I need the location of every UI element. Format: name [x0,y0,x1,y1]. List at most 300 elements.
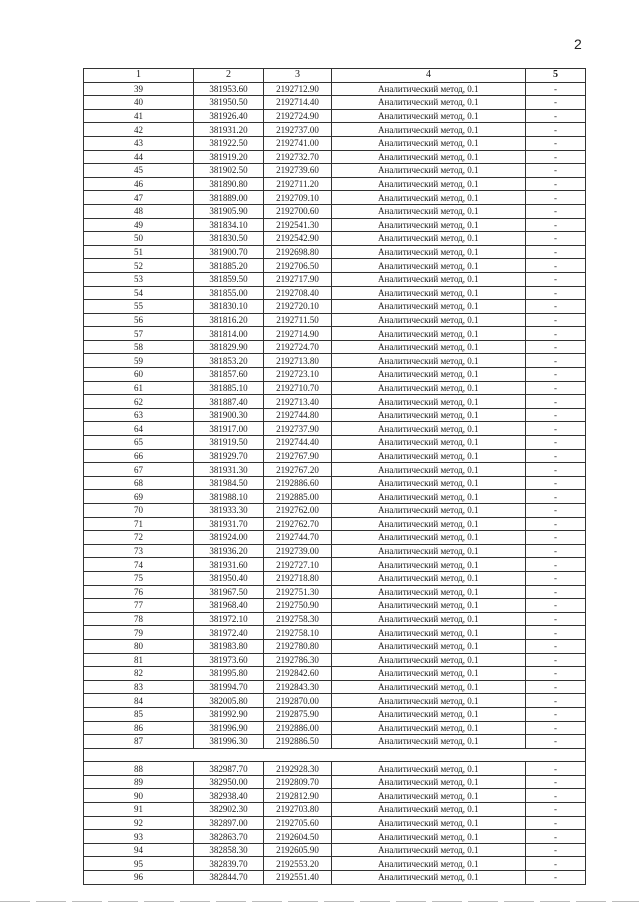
table-row [84,707,586,721]
x-coordinate: 381900.30 [194,408,264,422]
y-coordinate: 2192928.30 [264,762,332,776]
point-number: 73 [84,544,194,558]
y-coordinate: 2192886.50 [264,735,332,749]
method: Аналитический метод, 0.1 [332,830,526,844]
point-number: 93 [84,830,194,844]
table-row [84,871,586,885]
table-row [84,667,586,681]
table-row [84,653,586,667]
x-coordinate: 381922.50 [194,136,264,150]
x-coordinate: 381857.60 [194,368,264,382]
x-coordinate: 381890.80 [194,177,264,191]
point-number: 91 [84,803,194,817]
table-header-row [84,69,586,83]
method: Аналитический метод, 0.1 [332,313,526,327]
table-row [84,735,586,749]
method: Аналитический метод, 0.1 [332,531,526,545]
x-coordinate: 382839.70 [194,857,264,871]
x-coordinate: 381936.20 [194,544,264,558]
y-coordinate: 2192709.10 [264,191,332,205]
x-coordinate: 381931.30 [194,463,264,477]
y-coordinate: 2192712.90 [264,82,332,96]
note: - [526,694,586,708]
y-coordinate: 2192885.00 [264,490,332,504]
point-number: 85 [84,707,194,721]
note: - [526,612,586,626]
point-number: 64 [84,422,194,436]
note: - [526,259,586,273]
point-number: 50 [84,232,194,246]
method: Аналитический метод, 0.1 [332,164,526,178]
y-coordinate: 2192762.00 [264,504,332,518]
point-number: 68 [84,476,194,490]
y-coordinate: 2192705.60 [264,816,332,830]
method: Аналитический метод, 0.1 [332,96,526,110]
point-number: 66 [84,449,194,463]
note: - [526,272,586,286]
note: - [526,571,586,585]
x-coordinate: 381967.50 [194,585,264,599]
method: Аналитический метод, 0.1 [332,191,526,205]
table-row [84,232,586,246]
table-row [84,599,586,613]
table-row [84,490,586,504]
x-coordinate: 381889.00 [194,191,264,205]
method: Аналитический метод, 0.1 [332,517,526,531]
method: Аналитический метод, 0.1 [332,490,526,504]
point-number: 63 [84,408,194,422]
method: Аналитический метод, 0.1 [332,463,526,477]
table-row [84,395,586,409]
note: - [526,544,586,558]
x-coordinate: 381992.90 [194,707,264,721]
table-row [84,327,586,341]
note: - [526,816,586,830]
method: Аналитический метод, 0.1 [332,381,526,395]
method: Аналитический метод, 0.1 [332,721,526,735]
y-coordinate: 2192767.90 [264,449,332,463]
y-coordinate: 2192767.20 [264,463,332,477]
method: Аналитический метод, 0.1 [332,585,526,599]
x-coordinate: 381902.50 [194,164,264,178]
note: - [526,843,586,857]
point-number: 96 [84,871,194,885]
note: - [526,762,586,776]
method: Аналитический метод, 0.1 [332,259,526,273]
point-number: 43 [84,136,194,150]
method: Аналитический метод, 0.1 [332,476,526,490]
note: - [526,381,586,395]
method: Аналитический метод, 0.1 [332,82,526,96]
point-number: 62 [84,395,194,409]
method: Аналитический метод, 0.1 [332,680,526,694]
table-row [84,585,586,599]
y-coordinate: 2192744.70 [264,531,332,545]
x-coordinate: 381996.90 [194,721,264,735]
note: - [526,395,586,409]
note: - [526,300,586,314]
x-coordinate: 382863.70 [194,830,264,844]
point-number: 79 [84,626,194,640]
table-row [84,381,586,395]
y-coordinate: 2192758.10 [264,626,332,640]
coordinates-table [83,68,586,885]
x-coordinate: 381929.70 [194,449,264,463]
table-row [84,558,586,572]
table-row [84,313,586,327]
point-number: 82 [84,667,194,681]
note: - [526,830,586,844]
method: Аналитический метод, 0.1 [332,150,526,164]
note: - [526,368,586,382]
method: Аналитический метод, 0.1 [332,354,526,368]
y-coordinate: 2192737.90 [264,422,332,436]
method: Аналитический метод, 0.1 [332,232,526,246]
point-number: 61 [84,381,194,395]
y-coordinate: 2192723.10 [264,368,332,382]
y-coordinate: 2192870.00 [264,694,332,708]
point-number: 42 [84,123,194,137]
table-row [84,177,586,191]
y-coordinate: 2192875.90 [264,707,332,721]
header-col-5: 5 [526,69,586,83]
note: - [526,789,586,803]
note: - [526,327,586,341]
y-coordinate: 2192714.40 [264,96,332,110]
method: Аналитический метод, 0.1 [332,436,526,450]
x-coordinate: 381814.00 [194,327,264,341]
y-coordinate: 2192886.60 [264,476,332,490]
table-row [84,408,586,422]
x-coordinate: 381887.40 [194,395,264,409]
table-row [84,340,586,354]
table-row [84,82,586,96]
method: Аналитический метод, 0.1 [332,340,526,354]
x-coordinate: 381859.50 [194,272,264,286]
method: Аналитический метод, 0.1 [332,177,526,191]
x-coordinate: 381931.60 [194,558,264,572]
x-coordinate: 381905.90 [194,204,264,218]
note: - [526,123,586,137]
table-row [84,191,586,205]
method: Аналитический метод, 0.1 [332,816,526,830]
table-row [84,762,586,776]
note: - [526,721,586,735]
x-coordinate: 382938.40 [194,789,264,803]
table-row [84,803,586,817]
point-number: 81 [84,653,194,667]
note: - [526,449,586,463]
method: Аналитический метод, 0.1 [332,286,526,300]
x-coordinate: 381834.10 [194,218,264,232]
note: - [526,286,586,300]
point-number: 75 [84,571,194,585]
point-number: 41 [84,109,194,123]
note: - [526,680,586,694]
point-number: 44 [84,150,194,164]
x-coordinate: 381816.20 [194,313,264,327]
table-row [84,843,586,857]
method: Аналитический метод, 0.1 [332,694,526,708]
x-coordinate: 381984.50 [194,476,264,490]
table-row [84,626,586,640]
method: Аналитический метод, 0.1 [332,422,526,436]
point-number: 52 [84,259,194,273]
y-coordinate: 2192605.90 [264,843,332,857]
x-coordinate: 381830.50 [194,232,264,246]
y-coordinate: 2192842.60 [264,667,332,681]
x-coordinate: 381931.20 [194,123,264,137]
table-row [84,504,586,518]
point-number: 83 [84,680,194,694]
y-coordinate: 2192724.70 [264,340,332,354]
table-row [84,436,586,450]
x-coordinate: 382897.00 [194,816,264,830]
point-number: 87 [84,735,194,749]
table-row [84,109,586,123]
x-coordinate: 381973.60 [194,653,264,667]
method: Аналитический метод, 0.1 [332,626,526,640]
method: Аналитический метод, 0.1 [332,368,526,382]
method: Аналитический метод, 0.1 [332,504,526,518]
method: Аналитический метод, 0.1 [332,204,526,218]
point-number: 48 [84,204,194,218]
note: - [526,313,586,327]
method: Аналитический метод, 0.1 [332,408,526,422]
y-coordinate: 2192541.30 [264,218,332,232]
x-coordinate: 382858.30 [194,843,264,857]
point-number: 65 [84,436,194,450]
point-number: 40 [84,96,194,110]
point-number: 39 [84,82,194,96]
x-coordinate: 381983.80 [194,639,264,653]
point-number: 67 [84,463,194,477]
header-col-4: 4 [332,69,526,83]
note: - [526,707,586,721]
y-coordinate: 2192717.90 [264,272,332,286]
method: Аналитический метод, 0.1 [332,762,526,776]
point-number: 77 [84,599,194,613]
header-col-1: 1 [84,69,194,83]
point-number: 88 [84,762,194,776]
y-coordinate: 2192713.40 [264,395,332,409]
point-number: 94 [84,843,194,857]
x-coordinate: 382005.80 [194,694,264,708]
table-row [84,680,586,694]
x-coordinate: 381919.20 [194,150,264,164]
y-coordinate: 2192744.40 [264,436,332,450]
y-coordinate: 2192762.70 [264,517,332,531]
note: - [526,422,586,436]
note: - [526,735,586,749]
x-coordinate: 381972.10 [194,612,264,626]
note: - [526,245,586,259]
method: Аналитический метод, 0.1 [332,803,526,817]
note: - [526,436,586,450]
method: Аналитический метод, 0.1 [332,571,526,585]
method: Аналитический метод, 0.1 [332,327,526,341]
y-coordinate: 2192718.80 [264,571,332,585]
method: Аналитический метод, 0.1 [332,843,526,857]
y-coordinate: 2192732.70 [264,150,332,164]
y-coordinate: 2192812.90 [264,789,332,803]
y-coordinate: 2192744.80 [264,408,332,422]
point-number: 59 [84,354,194,368]
method: Аналитический метод, 0.1 [332,789,526,803]
method: Аналитический метод, 0.1 [332,639,526,653]
method: Аналитический метод, 0.1 [332,395,526,409]
point-number: 60 [84,368,194,382]
table-row [84,857,586,871]
y-coordinate: 2192751.30 [264,585,332,599]
point-number: 86 [84,721,194,735]
note: - [526,191,586,205]
x-coordinate: 381996.30 [194,735,264,749]
table-row [84,272,586,286]
method: Аналитический метод, 0.1 [332,707,526,721]
table-row [84,286,586,300]
y-coordinate: 2192739.60 [264,164,332,178]
page-edge-line [0,901,639,902]
point-number: 90 [84,789,194,803]
note: - [526,504,586,518]
x-coordinate: 381953.60 [194,82,264,96]
x-coordinate: 381885.20 [194,259,264,273]
x-coordinate: 381900.70 [194,245,264,259]
table-row [84,775,586,789]
method: Аналитический метод, 0.1 [332,599,526,613]
note: - [526,531,586,545]
x-coordinate: 381931.70 [194,517,264,531]
x-coordinate: 381829.90 [194,340,264,354]
note: - [526,136,586,150]
table-row [84,422,586,436]
note: - [526,109,586,123]
table-row [84,639,586,653]
point-number: 76 [84,585,194,599]
table-row [84,694,586,708]
point-number: 95 [84,857,194,871]
page-number: 2 [574,36,582,52]
y-coordinate: 2192698.80 [264,245,332,259]
note: - [526,463,586,477]
method: Аналитический метод, 0.1 [332,300,526,314]
y-coordinate: 2192711.50 [264,313,332,327]
table-row [84,136,586,150]
note: - [526,476,586,490]
table-row [84,300,586,314]
note: - [526,164,586,178]
point-number: 92 [84,816,194,830]
x-coordinate: 381924.00 [194,531,264,545]
point-number: 69 [84,490,194,504]
note: - [526,871,586,885]
table-row [84,354,586,368]
method: Аналитический метод, 0.1 [332,449,526,463]
x-coordinate: 381995.80 [194,667,264,681]
note: - [526,354,586,368]
note: - [526,585,586,599]
point-number: 53 [84,272,194,286]
note: - [526,408,586,422]
method: Аналитический метод, 0.1 [332,653,526,667]
table-row [84,816,586,830]
method: Аналитический метод, 0.1 [332,136,526,150]
method: Аналитический метод, 0.1 [332,558,526,572]
y-coordinate: 2192758.30 [264,612,332,626]
table-row [84,96,586,110]
point-number: 72 [84,531,194,545]
y-coordinate: 2192710.70 [264,381,332,395]
method: Аналитический метод, 0.1 [332,218,526,232]
y-coordinate: 2192708.40 [264,286,332,300]
y-coordinate: 2192553.20 [264,857,332,871]
note: - [526,558,586,572]
note: - [526,177,586,191]
table-row [84,531,586,545]
x-coordinate: 381972.40 [194,626,264,640]
x-coordinate: 381855.00 [194,286,264,300]
y-coordinate: 2192703.80 [264,803,332,817]
x-coordinate: 381917.00 [194,422,264,436]
table-row [84,463,586,477]
x-coordinate: 381994.70 [194,680,264,694]
y-coordinate: 2192741.00 [264,136,332,150]
table-row [84,789,586,803]
y-coordinate: 2192551.40 [264,871,332,885]
method: Аналитический метод, 0.1 [332,871,526,885]
x-coordinate: 381950.50 [194,96,264,110]
note: - [526,599,586,613]
point-number: 51 [84,245,194,259]
y-coordinate: 2192713.80 [264,354,332,368]
note: - [526,517,586,531]
note: - [526,653,586,667]
table-row [84,721,586,735]
x-coordinate: 381885.10 [194,381,264,395]
method: Аналитический метод, 0.1 [332,667,526,681]
y-coordinate: 2192542.90 [264,232,332,246]
note: - [526,626,586,640]
note: - [526,857,586,871]
table-row [84,517,586,531]
point-number: 56 [84,313,194,327]
y-coordinate: 2192886.00 [264,721,332,735]
note: - [526,490,586,504]
y-coordinate: 2192714.90 [264,327,332,341]
point-number: 45 [84,164,194,178]
note: - [526,96,586,110]
header-col-2: 2 [194,69,264,83]
x-coordinate: 381919.50 [194,436,264,450]
point-number: 58 [84,340,194,354]
table-row [84,204,586,218]
table-row [84,449,586,463]
y-coordinate: 2192720.10 [264,300,332,314]
y-coordinate: 2192711.20 [264,177,332,191]
table-row [84,150,586,164]
x-coordinate: 382844.70 [194,871,264,885]
gap-cell [84,748,586,762]
y-coordinate: 2192737.00 [264,123,332,137]
table-row [84,544,586,558]
table-row [84,476,586,490]
table-gap-row [84,748,586,762]
x-coordinate: 381853.20 [194,354,264,368]
point-number: 70 [84,504,194,518]
x-coordinate: 382987.70 [194,762,264,776]
y-coordinate: 2192843.30 [264,680,332,694]
